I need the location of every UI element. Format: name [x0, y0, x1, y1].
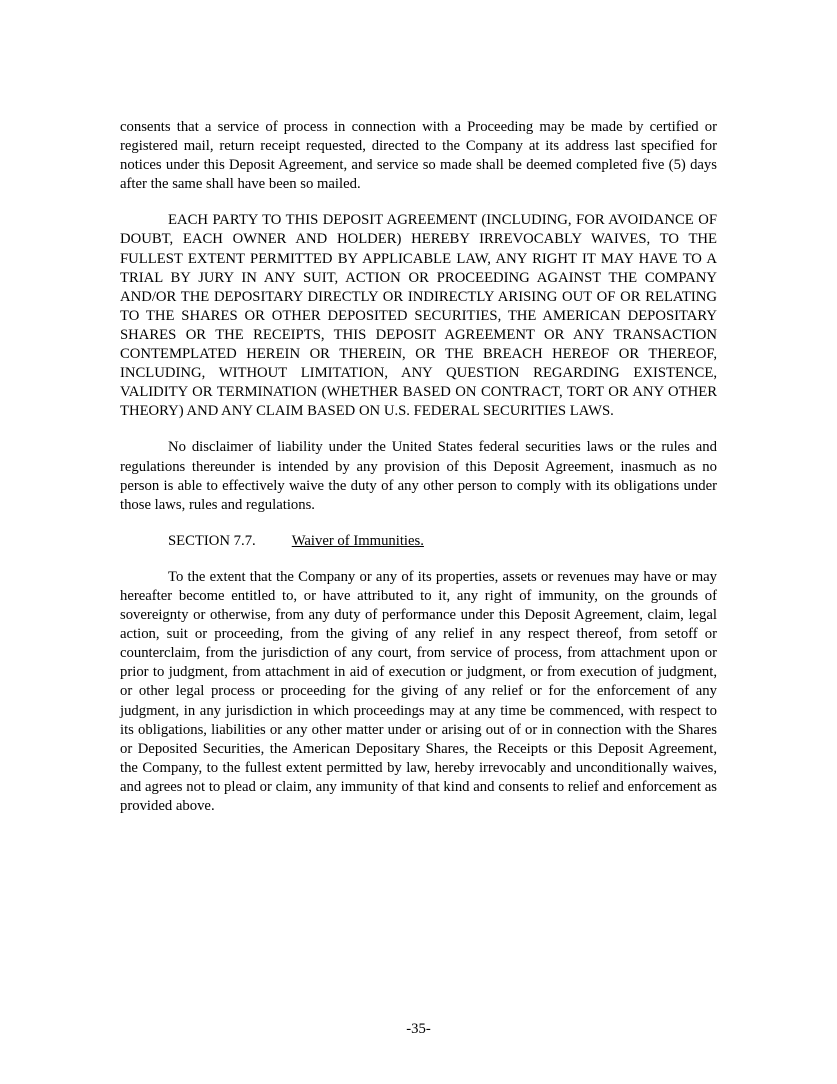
document-body	[120, 118, 717, 816]
paragraph-service-of-process: consents that a service of process in connection with a Proceeding may be made by certified or registered mail, return receipt requested, directed to the Company at its address last specified for notices under this Deposit Agreement, and service so made shall be deemed completed five (5) days after the same shall have been so mailed.	[120, 119, 717, 193]
paragraph-no-disclaimer: No disclaimer of liability under the United States federal securities laws or the rules and regulations thereunder is intended by any provision of this Deposit Agreement, inasmuch as no person is able to effectively waive the duty of any other person to comply with its obligations under those laws, rules and regulations.	[120, 439, 717, 513]
section-title: Waiver of Immunities.	[291, 532, 424, 549]
section-number: SECTION 7.7.	[168, 532, 256, 549]
section-heading	[120, 532, 717, 551]
paragraph-jury-trial-waiver: EACH PARTY TO THIS DEPOSIT AGREEMENT (INCLUDING, FOR AVOIDANCE OF DOUBT, EACH OWNER AND HOLDER) HEREBY IRREVOCABLY WAIVES, TO THE FULLEST EXTENT PERMITTED BY APPLICABLE LAW, ANY RIGHT IT MAY HAVE TO A TRIAL BY JURY IN ANY SUIT, ACTION OR PROCEEDING AGAINST THE COMPANY AND/OR THE DEPOSITARY DIRECTLY OR INDIRECTLY ARISING OUT OF OR RELATING TO THE SHARES OR OTHER DEPOSITED SECURITIES, THE AMERICAN DEPOSITARY SHARES OR THE RECEIPTS, THIS DEPOSIT AGREEMENT OR ANY TRANSACTION CONTEMPLATED HEREIN OR THEREIN, OR THE BREACH HEREOF OR THEREOF, INCLUDING, WITHOUT LIMITATION, ANY QUESTION REGARDING EXISTENCE, VALIDITY OR TERMINATION (WHETHER BASED ON CONTRACT, TORT OR ANY OTHER THEORY) AND ANY CLAIM BASED ON U.S. FEDERAL SECURITIES LAWS.	[120, 212, 717, 420]
paragraph-waiver-of-immunities: To the extent that the Company or any of its properties, assets or revenues may have or may hereafter become entitled to, or have attributed to it, any right of immunity, on the grounds of sovereignty or otherwise, from any duty of performance under this Deposit Agreement, claim, legal action, suit or proceeding, from the giving of any relief in any respect thereof, from setoff or counterclaim, from the jurisdiction of any court, from service of process, from attachment upon or prior to judgment, from attachment in aid of execution or judgment, or from execution of judgment, or other legal process or proceeding for the giving of any relief or for the enforcement of any judgment, in any jurisdiction in which proceedings may at any time be commenced, with respect to its obligations, liabilities or any other matter under or arising out of or in connection with the Shares or Deposited Securities, the American Depositary Shares, the Receipts or this Deposit Agreement, the Company, to the fullest extent permitted by law, hereby irrevocably and unconditionally waives, and agrees not to plead or claim, any immunity of that kind and consents to relief and enforcement as provided above.	[120, 568, 717, 814]
page-number: -35-	[406, 1021, 431, 1037]
